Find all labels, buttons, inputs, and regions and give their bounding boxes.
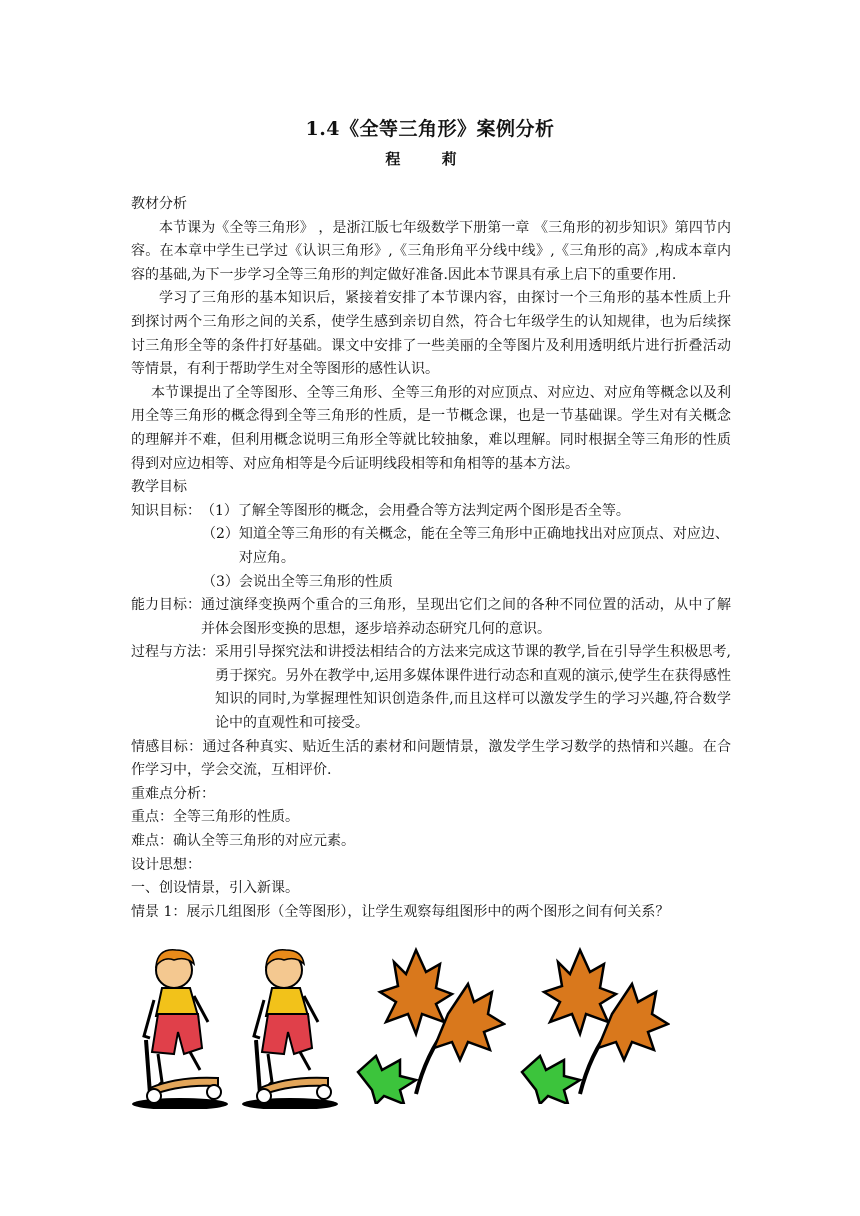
autumn-leaves-icon	[356, 944, 506, 1104]
goal-knowledge-2-number: （2）	[202, 526, 239, 543]
author-name: 程 莉	[385, 150, 475, 168]
goal-emotion	[131, 736, 731, 783]
goal-knowledge-2	[131, 523, 731, 570]
goal-ability-label: 能力目标：	[131, 597, 201, 614]
goal-knowledge-3-text: 会说出全等三角形的性质	[238, 573, 393, 590]
key-point: 重点：全等三角形的性质。	[131, 809, 299, 826]
goal-emotion-text: 通过各种真实、贴近生活的素材和问题情景，激发学生学习数学的热情和兴趣。在合作学习中，学会交流，互相评价.	[131, 738, 732, 779]
goal-knowledge-1-number: （1）	[201, 502, 238, 519]
goal-knowledge-label: 知识目标：	[131, 502, 201, 519]
paragraph-analysis-1: 本节课为《全等三角形》 ，是浙江版七年级数学下册第一章 《三角形的初步知识》第四节内容。在本章中学生已学过《认识三角形》,《三角形角平分线中线》,《三角形的高》,构成本章内容的基础,为下一步学习全等三角形的判定做好准备.因此本节课具有承上启下的重要作用.	[131, 219, 731, 283]
goal-ability-text: 通过演绎变换两个重合的三角形，呈现出它们之间的各种不同位置的活动，从中了解并体会图形变换的思想，逐步培养动态研究几何的意识。	[201, 597, 731, 637]
goal-ability	[131, 594, 731, 641]
child-on-scooter-icon	[238, 944, 338, 1109]
document-body	[131, 193, 731, 924]
goal-knowledge-2-text: 知道全等三角形的有关概念，能在全等三角形中正确地找出对应顶点、对应边、对应角。	[238, 526, 729, 566]
section-heading-analysis: 教材分析	[131, 196, 187, 212]
section-heading-goals: 教学目标	[131, 479, 187, 496]
section-heading-key-points: 重难点分析：	[131, 785, 215, 802]
goal-knowledge-3-number: （3）	[202, 573, 239, 590]
hard-point: 难点：确认全等三角形的对应元素。	[131, 833, 355, 850]
paragraph-analysis-2: 学习了三角形的基本知识后，紧接着安排了本节课内容，由探讨一个三角形的基本性质上升到探讨两个三角形之间的关系，使学生感到亲切自然，符合七年级学生的认知规律，也为后续探讨三角形全等的条件打好基础。课文中安排了一些美丽的全等图片及利用透明纸片进行折叠活动等情景，有利于帮助学生对全等图形的感性认识。	[131, 290, 731, 378]
autumn-leaves-icon	[520, 944, 670, 1104]
goal-emotion-label: 情感目标：	[131, 738, 203, 755]
goal-knowledge-3	[131, 571, 731, 595]
goal-process	[131, 641, 731, 735]
goal-knowledge	[131, 500, 731, 524]
page-title: 1.4《全等三角形》案例分析	[305, 118, 555, 140]
goal-process-label: 过程与方法：	[131, 644, 215, 661]
step-one: 一、创设情景，引入新课。	[131, 880, 299, 897]
goal-process-text: 采用引导探究法和讲授法相结合的方法来完成这节课的教学,旨在引导学生积极思考,勇于探究。另外在教学中,运用多媒体课件进行动态和直观的演示,使学生在获得感性知识的同时,为掌握理性知识创造条件,而且这样可以激发学生的学习兴趣,符合数学论中的直观性和可接受。	[215, 644, 731, 732]
paragraph-analysis-3: 本节课提出了全等图形、全等三角形、全等三角形的对应顶点、对应边、对应角等概念以及利用全等三角形的概念得到全等三角形的性质，是一节概念课，也是一节基础课。学生对有关概念的理解并不难，但利用概念说明三角形全等就比较抽象，难以理解。同时根据全等三角形的性质得到对应边相等、对应角相等是今后证明线段相等和角相等的基本方法。	[131, 384, 731, 472]
goal-knowledge-1-text: 了解全等图形的概念，会用叠合等方法判定两个图形是否全等。	[237, 502, 630, 519]
section-heading-design: 设计思想：	[131, 856, 201, 873]
congruent-figures	[128, 944, 708, 1114]
scene-one: 情景 1：展示几组图形（全等图形），让学生观察每组图形中的两个图形之间有何关系？	[131, 903, 670, 920]
child-on-scooter-icon	[128, 944, 228, 1109]
